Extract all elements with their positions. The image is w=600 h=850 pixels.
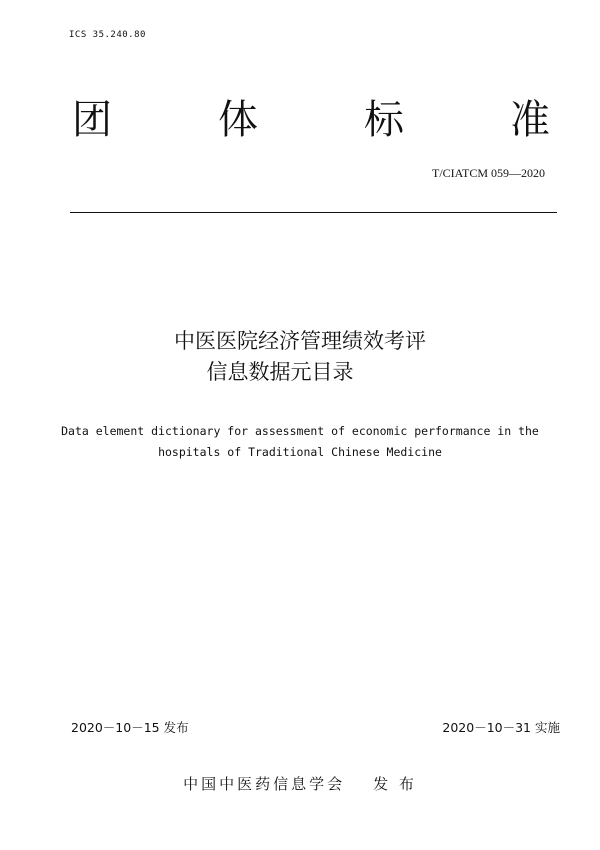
- publish-date: 2020－10－15 发布: [71, 720, 189, 735]
- publisher-action: 发 布: [373, 775, 417, 793]
- publisher: [0, 773, 600, 794]
- chinese-title: [0, 326, 600, 388]
- english-title: [0, 421, 600, 463]
- document-type-heading: [72, 96, 550, 144]
- english-title-line-2: hospitals of Traditional Chinese Medicine: [158, 445, 442, 459]
- standard-code: T/CIATCM 059—2020: [431, 166, 545, 180]
- heading-char: 团: [72, 97, 112, 143]
- publisher-org: 中国中医药信息学会: [183, 775, 346, 793]
- heading-char: 标: [364, 97, 404, 143]
- heading-char: 体: [218, 97, 258, 143]
- chinese-title-line-1: 中医医院经济管理绩效考评: [174, 329, 426, 353]
- heading-char: 准: [510, 97, 550, 143]
- chinese-title-line-2: 信息数据元目录: [206, 360, 354, 384]
- ics-code: ICS 35.240.80: [69, 30, 146, 40]
- header-divider: [70, 212, 557, 213]
- implement-date: 2020－10－31 实施: [442, 720, 560, 735]
- english-title-line-1: Data element dictionary for assessment of economic performance in the: [61, 424, 539, 438]
